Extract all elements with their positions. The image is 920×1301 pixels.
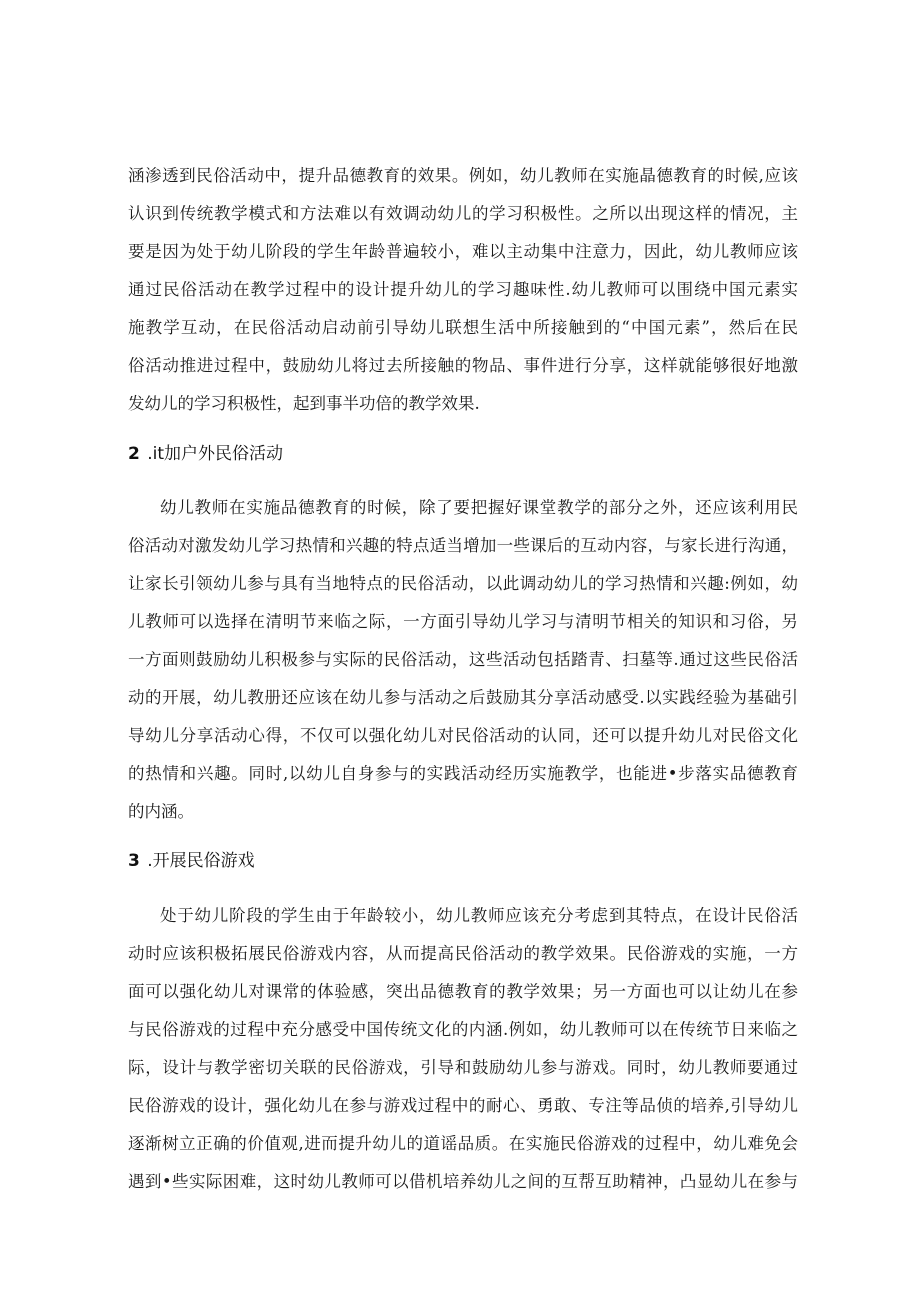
paragraph-line: 遇到•些实际困难，这时幼儿教师可以借机培养幼儿之间的互帮互助精神，凸显幼儿在参与 <box>128 1172 798 1191</box>
paragraph-line: 与民俗游戏的过程中充分感受中国传统文化的内涵.例如，幼儿教师可以在传统节日来临之 <box>128 1020 798 1039</box>
paragraph-line: 要是因为处于幼儿阶段的学生年龄普遍较小，难以主动集中注意力，因此，幼儿教师应该 <box>128 242 798 261</box>
paragraph-line: 俗活动推进过程中，鼓励幼儿将过去所接触的物品、事件进行分享，这样就能够很好地激 <box>128 356 798 375</box>
paragraph-line: 处于幼儿阶段的学生由于年龄较小，幼儿教师应该充分考虑到其特点，在设计民俗活 <box>160 906 798 925</box>
paragraph-line: 涵渗透到民俗活动中，提升品德教育的效果。例如，幼儿教师在实施晶德教育的时候,应该 <box>128 166 798 185</box>
section-number: 3 <box>128 851 140 871</box>
section-title: .开展民俗游戏 <box>147 851 255 871</box>
paragraph-line: 幼儿教师在实施品德教育的时候，除了要把握好课堂教学的部分之外，还应该利用民 <box>160 498 798 517</box>
paragraph-line: 发幼儿的学习积极性，起到事半功倍的教学效果. <box>128 394 480 413</box>
paragraph-line: 动时应该积极拓展民俗游戏内容，从而提高民俗活动的教学效果。民俗游戏的实施，一方 <box>128 944 798 963</box>
section-number: 2 <box>128 444 140 464</box>
paragraph-line: 认识到传统教学模式和方法难以有效调动幼儿的学习积极性。之所以出现这样的情况，主 <box>128 204 798 223</box>
paragraph-line: 的热情和兴趣。同时,以幼儿自身参与的实践活动经历实施教学，也能进•步落实品德教育 <box>128 764 798 783</box>
paragraph-line: 儿教师可以选择在清明节来临之际，一方面引导幼儿学习与清明节相关的知识和习俗，另 <box>128 612 798 631</box>
paragraph-line: 一方面则鼓励幼儿积极参与实际的民俗活动，这些活动包括踏青、扫墓等.通过这些民俗活 <box>128 650 798 669</box>
paragraph-line: 际，设计与教学密切关联的民俗游戏，引导和鼓励幼儿参与游戏。同时，幼儿教师要通过 <box>128 1058 798 1077</box>
paragraph-line: 动的开展，幼儿教册还应该在幼儿参与活动之后鼓励其分享活动感受.以实践经验为基础引 <box>128 688 798 707</box>
paragraph-line: 俗活动对激发幼儿学习热情和兴趣的特点适当增加一些课后的互动内容，与家长进行沟通， <box>128 536 798 555</box>
paragraph-line: 的内涵。 <box>128 802 194 821</box>
paragraph-line: 施教学互动，在民俗活动启动前引导幼儿联想生活中所接触到的“中国元素”，然后在民 <box>128 318 798 337</box>
paragraph-line: 民俗游戏的设计，强化幼儿在参与游戏过程中的耐心、勇敢、专注等品侦的培养,引导幼儿 <box>128 1096 798 1115</box>
paragraph-line: 导幼儿分享活动心得，不仅可以强化幼儿对民俗活动的认同，还可以提升幼儿对民俗文化 <box>128 726 798 745</box>
paragraph-line: 面可以强化幼儿对课常的体验感，突出品德教育的教学效果；另一方面也可以让幼儿在参 <box>128 982 798 1001</box>
paragraph-line: 通过民俗活动在教学过程中的设计提升幼儿的学习趣味性.幼儿教师可以围绕中国元素实 <box>128 280 798 299</box>
paragraph-line: 让家长引领幼儿参与具有当地特点的民俗活动，以此调动幼儿的学习热情和兴趣:例如，幼 <box>128 574 798 593</box>
section-title: .it加户外民俗活动 <box>147 444 284 464</box>
section-heading-2 <box>128 443 283 465</box>
section-heading-3 <box>128 850 255 872</box>
paragraph-line: 逐渐树立正确的价值观,进而提升幼儿的道谣品质。在实施民俗游戏的过程中，幼儿难免会 <box>128 1134 798 1153</box>
